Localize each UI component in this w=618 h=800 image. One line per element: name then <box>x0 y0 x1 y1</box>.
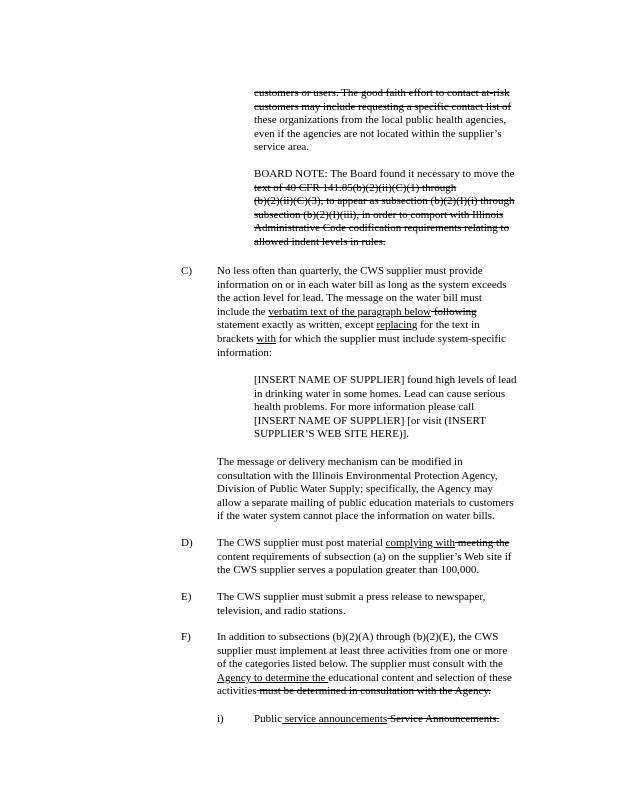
text-line <box>217 306 507 320</box>
text-segment: content requirements of subsection (a) on the supplier’s Web site if <box>217 550 512 563</box>
text-segment: include the <box>217 305 269 318</box>
text-segment: The CWS supplier must post material <box>217 537 386 549</box>
section-e-label: E) <box>181 591 192 603</box>
section-f-label: F) <box>181 631 191 643</box>
inserted-text: service announcements <box>282 713 388 725</box>
deleted-text: allowed indent levels in rules. <box>254 235 386 248</box>
text-segment: information on or in each water bill as long as the system exceeds <box>217 278 507 291</box>
text-line <box>217 279 507 293</box>
item-i-text <box>254 713 499 727</box>
text-line <box>217 564 511 578</box>
text-segment: these organizations from the local public health agencies, <box>254 114 507 127</box>
deleted-text: customers or users. The good faith effort to contact at-risk <box>254 87 510 99</box>
text-line <box>217 470 514 484</box>
deleted-text: text of 40 CFR 141.85(b)(2)(ii)(C)(1) through <box>254 181 457 194</box>
text-segment: supplier must implement at least three activities from one or more <box>217 644 508 657</box>
text-line <box>217 319 507 333</box>
text-line <box>254 415 517 429</box>
text-segment: health problems. For more information please call <box>254 401 475 414</box>
text-line <box>254 195 515 209</box>
section-c-label: C) <box>181 265 192 277</box>
text-line <box>254 87 511 101</box>
text-segment: The CWS supplier must submit a press release to newspaper, <box>217 591 486 603</box>
text-line <box>217 591 485 605</box>
board-note <box>254 168 515 250</box>
text-line <box>217 483 514 497</box>
text-line <box>254 713 499 727</box>
text-line <box>217 497 514 511</box>
text-segment: service area. <box>254 141 309 154</box>
inserted-text: replacing <box>376 319 418 332</box>
text-segment: The message or delivery mechanism can be modified in <box>217 456 463 468</box>
deleted-text: customers may include requesting a specific contact list of <box>254 100 512 113</box>
deleted-text: must be determined in consultation with the Agency. <box>256 685 491 698</box>
text-line <box>217 537 511 551</box>
text-segment: if the water system cannot place the information on water bills. <box>217 510 495 523</box>
text-line <box>254 236 515 250</box>
text-line <box>254 182 515 196</box>
text-segment: Public <box>254 713 283 725</box>
text-line <box>254 428 517 442</box>
inserted-text: with <box>256 332 276 345</box>
text-line <box>217 292 507 306</box>
text-line <box>217 672 512 686</box>
deleted-text: Administrative Code codification requirements relating to <box>254 222 510 235</box>
text-line <box>217 605 485 619</box>
inserted-text: verbatim text of the paragraph below <box>268 305 432 318</box>
text-segment: in drinking water in some homes. Lead can cause serious <box>254 387 506 400</box>
deleted-text: (b)(2)(ii)(C)(3), to appear as subsection (b)(2)(I)(i) through <box>254 195 515 208</box>
text-line <box>254 128 511 142</box>
section-c-quote <box>254 374 517 442</box>
top-paragraph <box>254 87 511 155</box>
deleted-text: following <box>431 305 477 318</box>
text-line <box>254 168 515 182</box>
section-c-paragraph-2 <box>217 456 514 524</box>
text-segment: for which the supplier must include system-specific <box>275 332 506 345</box>
text-segment: of the categories listed below. The supplier must consult with the <box>217 658 503 671</box>
inserted-text: complying with <box>385 537 456 549</box>
item-i-label: i) <box>217 713 224 725</box>
deleted-text: subsection (b)(2)(I)(iii), in order to comport with Illinois <box>254 208 504 221</box>
text-line <box>217 265 507 279</box>
text-segment: [INSERT NAME OF SUPPLIER] [or visit (INSERT <box>254 414 486 427</box>
text-line <box>254 141 511 155</box>
text-line <box>254 388 517 402</box>
text-segment: information: <box>217 346 272 359</box>
text-segment: No less often than quarterly, the CWS supplier must provide <box>217 265 483 277</box>
text-line <box>217 658 512 672</box>
text-line <box>254 209 515 223</box>
text-line <box>254 222 515 236</box>
text-segment: statement exactly as written, except <box>217 319 377 332</box>
text-segment: In addition to subsections (b)(2)(A) through (b)(2)(E), the CWS <box>217 631 499 643</box>
text-line <box>217 551 511 565</box>
text-line <box>217 645 512 659</box>
text-line <box>217 631 512 645</box>
section-d-paragraph <box>217 537 511 578</box>
text-segment: activities <box>217 685 257 698</box>
text-line <box>217 510 514 524</box>
text-line <box>254 401 517 415</box>
text-line <box>254 374 517 388</box>
text-segment: for the text in <box>417 319 480 332</box>
text-segment: consultation with the Illinois Environmental Protection Agency, <box>217 469 498 482</box>
text-line <box>217 333 507 347</box>
inserted-text: Agency to determine the <box>217 671 329 684</box>
text-segment: television, and radio stations. <box>217 604 346 617</box>
text-line <box>254 114 511 128</box>
text-segment: SUPPLIER’S WEB SITE HERE)]. <box>254 428 410 441</box>
text-segment: the action level for lead. The message on the water bill must <box>217 292 482 305</box>
text-segment: BOARD NOTE: The Board found it necessary to move the <box>254 168 515 180</box>
deleted-text: Service Announcements. <box>387 713 500 725</box>
text-line <box>217 685 512 699</box>
deleted-text: meeting the <box>455 537 510 549</box>
text-segment: the CWS supplier serves a population greater than 100,000. <box>217 564 480 577</box>
text-segment: brackets <box>217 332 257 345</box>
section-c-paragraph <box>217 265 507 360</box>
section-e-paragraph <box>217 591 485 618</box>
text-segment: even if the agencies are not located within the supplier’s <box>254 127 502 140</box>
text-segment: [INSERT NAME OF SUPPLIER] found high levels of lead <box>254 374 517 386</box>
text-segment: educational content and selection of these <box>328 671 512 684</box>
text-segment: allow a separate mailing of public education materials to customers <box>217 496 514 509</box>
section-f-paragraph <box>217 631 512 699</box>
text-line <box>217 347 507 361</box>
text-line <box>254 101 511 115</box>
text-line <box>217 456 514 470</box>
section-d-label: D) <box>181 537 193 549</box>
text-segment: Division of Public Water Supply; specifically, the Agency may <box>217 483 493 496</box>
